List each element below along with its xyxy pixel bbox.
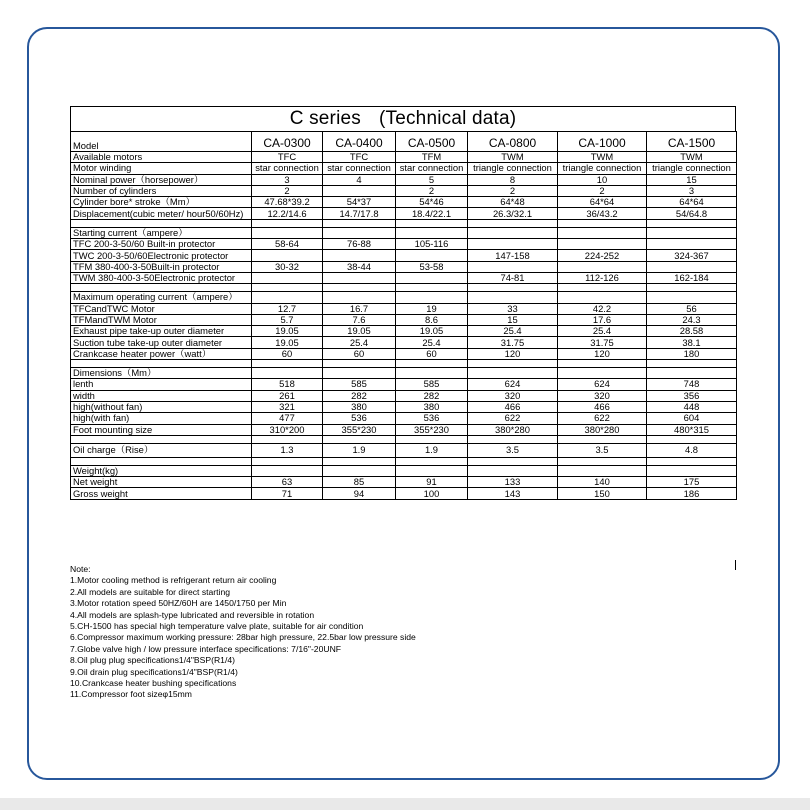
row-label: Suction tube take-up outer diameter: [71, 337, 252, 348]
value-cell: [323, 292, 396, 303]
value-cell: 477: [252, 413, 323, 424]
value-cell: 356: [647, 390, 737, 401]
row-label: Maximum operating current（ampere）: [71, 292, 252, 303]
row-label: TFM 380-400-3-50Built-in protector: [71, 261, 252, 272]
table-title: [70, 106, 736, 131]
value-cell: triangle connection: [468, 163, 558, 174]
value-cell: [468, 261, 558, 272]
row-label: Oil charge（Rise）: [71, 443, 252, 457]
value-cell: 536: [323, 413, 396, 424]
notes-section: [70, 564, 736, 701]
value-cell: 19: [396, 303, 468, 314]
value-cell: [647, 368, 737, 379]
empty-cell: [558, 435, 647, 443]
value-cell: 355*230: [396, 424, 468, 435]
model-header: CA-1000: [558, 132, 647, 152]
empty-cell: [71, 435, 252, 443]
model-header: CA-1500: [647, 132, 737, 152]
empty-cell: [396, 457, 468, 465]
model-header: CA-0500: [396, 132, 468, 152]
value-cell: 64*48: [468, 197, 558, 208]
value-cell: 54/64.8: [647, 208, 737, 219]
value-cell: 8: [468, 174, 558, 185]
value-cell: [323, 368, 396, 379]
value-cell: 28.58: [647, 326, 737, 337]
row-label: Starting current（ampere）: [71, 227, 252, 238]
empty-cell: [647, 284, 737, 292]
value-cell: 60: [252, 348, 323, 359]
table-edge-line: [735, 560, 736, 570]
value-cell: 60: [323, 348, 396, 359]
value-cell: 74-81: [468, 272, 558, 283]
value-cell: [323, 227, 396, 238]
empty-cell: [647, 457, 737, 465]
value-cell: TWM: [468, 152, 558, 163]
value-cell: 261: [252, 390, 323, 401]
value-cell: 60: [396, 348, 468, 359]
value-cell: [647, 292, 737, 303]
spacer-row: [71, 435, 737, 443]
value-cell: 536: [396, 413, 468, 424]
row-label: Dimensions（Mm）: [71, 368, 252, 379]
value-cell: [252, 272, 323, 283]
value-cell: [252, 250, 323, 261]
value-cell: 76-88: [323, 239, 396, 250]
empty-cell: [558, 284, 647, 292]
value-cell: 3.5: [468, 443, 558, 457]
empty-cell: [252, 360, 323, 368]
table-row: [71, 477, 737, 488]
row-label: TWC 200-3-50/60Electronic protector: [71, 250, 252, 261]
table-row: [71, 239, 737, 250]
row-label: Nominal power（horsepower）: [71, 174, 252, 185]
empty-cell: [323, 435, 396, 443]
empty-cell: [71, 457, 252, 465]
value-cell: 63: [252, 477, 323, 488]
row-label: Cylinder bore* stroke（Mm）: [71, 197, 252, 208]
table-row: [71, 368, 737, 379]
value-cell: 324-367: [647, 250, 737, 261]
value-cell: 64*64: [558, 197, 647, 208]
value-cell: 3.5: [558, 443, 647, 457]
value-cell: 26.3/32.1: [468, 208, 558, 219]
value-cell: 3: [252, 174, 323, 185]
row-label: high(without fan): [71, 401, 252, 412]
value-cell: [468, 292, 558, 303]
value-cell: 133: [468, 477, 558, 488]
value-cell: 310*200: [252, 424, 323, 435]
value-cell: [323, 250, 396, 261]
note-item: 3.Motor rotation speed 50HZ/60H are 1450/1750 per Min: [70, 598, 287, 609]
technical-data-table: [70, 131, 737, 500]
value-cell: 5: [396, 174, 468, 185]
note-item: 5.CH-1500 has special high temperature valve plate, suitable for air condition: [70, 621, 364, 632]
value-cell: 19.05: [252, 337, 323, 348]
note-item: 9.Oil drain plug specifications1/4"BSP(R1/4): [70, 666, 238, 677]
value-cell: 480*315: [647, 424, 737, 435]
value-cell: [558, 227, 647, 238]
value-cell: [396, 250, 468, 261]
value-cell: star connection: [323, 163, 396, 174]
value-cell: [252, 465, 323, 476]
empty-cell: [468, 360, 558, 368]
table-row: [71, 185, 737, 196]
table-row: [71, 250, 737, 261]
value-cell: 175: [647, 477, 737, 488]
value-cell: 56: [647, 303, 737, 314]
value-cell: 54*37: [323, 197, 396, 208]
value-cell: 19.05: [252, 326, 323, 337]
value-cell: 42.2: [558, 303, 647, 314]
value-cell: 24.3: [647, 314, 737, 325]
empty-cell: [468, 284, 558, 292]
row-label: TFCandTWC Motor: [71, 303, 252, 314]
value-cell: [558, 239, 647, 250]
note-item: 10.Crankcase heater bushing specifications: [70, 678, 237, 689]
value-cell: star connection: [396, 163, 468, 174]
empty-cell: [558, 219, 647, 227]
value-cell: 380: [396, 401, 468, 412]
value-cell: 100: [396, 488, 468, 499]
note-item: 6.Compressor maximum working pressure: 28bar high pressure, 22.5bar low pressure side: [70, 632, 416, 643]
row-label: Available motors: [71, 152, 252, 163]
empty-cell: [468, 219, 558, 227]
value-cell: [252, 292, 323, 303]
value-cell: 120: [468, 348, 558, 359]
value-cell: 25.4: [323, 337, 396, 348]
value-cell: 120: [558, 348, 647, 359]
value-cell: 4: [323, 174, 396, 185]
value-cell: 2: [396, 185, 468, 196]
empty-cell: [647, 360, 737, 368]
table-row: [71, 163, 737, 174]
value-cell: [252, 368, 323, 379]
value-cell: 604: [647, 413, 737, 424]
value-cell: TFM: [396, 152, 468, 163]
value-cell: 624: [468, 379, 558, 390]
value-cell: [647, 239, 737, 250]
table-row: [71, 152, 737, 163]
value-cell: 321: [252, 401, 323, 412]
value-cell: [558, 465, 647, 476]
table-row: [71, 208, 737, 219]
empty-cell: [558, 360, 647, 368]
value-cell: 748: [647, 379, 737, 390]
note-item: 1.Motor cooling method is refrigerant return air cooling: [70, 575, 277, 586]
value-cell: TFC: [323, 152, 396, 163]
row-label: Gross weight: [71, 488, 252, 499]
value-cell: 71: [252, 488, 323, 499]
value-cell: 622: [558, 413, 647, 424]
table-row: [71, 390, 737, 401]
value-cell: [323, 185, 396, 196]
value-cell: triangle connection: [647, 163, 737, 174]
table-title-series: C series: [289, 108, 361, 129]
table-row: [71, 348, 737, 359]
value-cell: TWM: [558, 152, 647, 163]
value-cell: 150: [558, 488, 647, 499]
value-cell: 380: [323, 401, 396, 412]
table-row: [71, 465, 737, 476]
table-row: [71, 227, 737, 238]
table-row: [71, 337, 737, 348]
value-cell: [468, 239, 558, 250]
row-label: Crankcase heater power（watt）: [71, 348, 252, 359]
table-row: [71, 326, 737, 337]
empty-cell: [71, 360, 252, 368]
spacer-row: [71, 219, 737, 227]
value-cell: [647, 465, 737, 476]
table-row: [71, 401, 737, 412]
technical-data-table-container: [70, 106, 736, 500]
value-cell: 180: [647, 348, 737, 359]
value-cell: 112-126: [558, 272, 647, 283]
value-cell: 30-32: [252, 261, 323, 272]
value-cell: 2: [558, 185, 647, 196]
value-cell: [558, 261, 647, 272]
table-row: [71, 413, 737, 424]
value-cell: 36/43.2: [558, 208, 647, 219]
model-header: CA-0400: [323, 132, 396, 152]
spacer-row: [71, 284, 737, 292]
table-row: [71, 443, 737, 457]
empty-cell: [558, 457, 647, 465]
value-cell: 53-58: [396, 261, 468, 272]
empty-cell: [252, 435, 323, 443]
model-header: CA-0800: [468, 132, 558, 152]
value-cell: 91: [396, 477, 468, 488]
value-cell: 140: [558, 477, 647, 488]
notes-list: [70, 575, 736, 700]
value-cell: 15: [647, 174, 737, 185]
value-cell: 38-44: [323, 261, 396, 272]
table-row: [71, 303, 737, 314]
spacer-row: [71, 457, 737, 465]
value-cell: 16.7: [323, 303, 396, 314]
value-cell: 355*230: [323, 424, 396, 435]
value-cell: [396, 465, 468, 476]
value-cell: 320: [558, 390, 647, 401]
value-cell: [323, 465, 396, 476]
header-label: Model: [71, 132, 252, 152]
value-cell: 2: [468, 185, 558, 196]
table-row: [71, 272, 737, 283]
value-cell: TFC: [252, 152, 323, 163]
value-cell: 8.6: [396, 314, 468, 325]
value-cell: [468, 465, 558, 476]
value-cell: [468, 227, 558, 238]
empty-cell: [396, 284, 468, 292]
row-label: TFC 200-3-50/60 Built-in protector: [71, 239, 252, 250]
value-cell: 7.6: [323, 314, 396, 325]
value-cell: [396, 272, 468, 283]
notes-heading: Note:: [70, 564, 91, 574]
value-cell: 4.8: [647, 443, 737, 457]
empty-cell: [468, 457, 558, 465]
value-cell: 466: [468, 401, 558, 412]
value-cell: 25.4: [396, 337, 468, 348]
row-label: Displacement(cubic meter/ hour50/60Hz): [71, 208, 252, 219]
value-cell: 224-252: [558, 250, 647, 261]
empty-cell: [323, 457, 396, 465]
row-label: TFMandTWM Motor: [71, 314, 252, 325]
row-label: Foot mounting size: [71, 424, 252, 435]
value-cell: 3: [647, 185, 737, 196]
value-cell: 25.4: [558, 326, 647, 337]
value-cell: 14.7/17.8: [323, 208, 396, 219]
empty-cell: [323, 360, 396, 368]
note-item: 4.All models are splash-type lubricated and reversible in rotation: [70, 609, 315, 620]
table-row: [71, 261, 737, 272]
value-cell: 448: [647, 401, 737, 412]
value-cell: 186: [647, 488, 737, 499]
value-cell: 58-64: [252, 239, 323, 250]
empty-cell: [468, 435, 558, 443]
value-cell: 12.2/14.6: [252, 208, 323, 219]
empty-cell: [647, 219, 737, 227]
value-cell: [647, 227, 737, 238]
value-cell: 380*280: [468, 424, 558, 435]
value-cell: [252, 227, 323, 238]
value-cell: 17.6: [558, 314, 647, 325]
value-cell: 1.9: [396, 443, 468, 457]
value-cell: 143: [468, 488, 558, 499]
value-cell: [558, 368, 647, 379]
value-cell: 18.4/22.1: [396, 208, 468, 219]
value-cell: 1.9: [323, 443, 396, 457]
empty-cell: [396, 435, 468, 443]
value-cell: [396, 292, 468, 303]
value-cell: 31.75: [468, 337, 558, 348]
value-cell: 320: [468, 390, 558, 401]
value-cell: 12.7: [252, 303, 323, 314]
value-cell: 282: [396, 390, 468, 401]
value-cell: [647, 261, 737, 272]
table-row: [71, 174, 737, 185]
value-cell: 31.75: [558, 337, 647, 348]
value-cell: 10: [558, 174, 647, 185]
value-cell: 5.7: [252, 314, 323, 325]
value-cell: [396, 368, 468, 379]
value-cell: 15: [468, 314, 558, 325]
empty-cell: [323, 219, 396, 227]
value-cell: 466: [558, 401, 647, 412]
table-row: [71, 488, 737, 499]
table-row: [71, 292, 737, 303]
note-item: 7.Globe valve high / low pressure interface specifications: 7/16"-20UNF: [70, 643, 342, 654]
table-row: [71, 197, 737, 208]
value-cell: 380*280: [558, 424, 647, 435]
value-cell: 25.4: [468, 326, 558, 337]
value-cell: [468, 368, 558, 379]
note-item: 2.All models are suitable for direct starting: [70, 586, 231, 597]
table-body: [71, 132, 737, 500]
value-cell: 624: [558, 379, 647, 390]
value-cell: 282: [323, 390, 396, 401]
value-cell: 54*46: [396, 197, 468, 208]
table-title-subtitle: (Technical data): [378, 108, 517, 129]
row-label: Net weight: [71, 477, 252, 488]
row-label: Number of cylinders: [71, 185, 252, 196]
value-cell: 94: [323, 488, 396, 499]
value-cell: 2: [252, 185, 323, 196]
value-cell: 19.05: [396, 326, 468, 337]
value-cell: 64*64: [647, 197, 737, 208]
value-cell: 585: [323, 379, 396, 390]
table-row: [71, 314, 737, 325]
value-cell: 47.68*39.2: [252, 197, 323, 208]
value-cell: [396, 227, 468, 238]
bottom-strip: [0, 798, 810, 810]
empty-cell: [252, 219, 323, 227]
row-label: Weight(kg): [71, 465, 252, 476]
row-label: Exhaust pipe take-up outer diameter: [71, 326, 252, 337]
note-item: 8.Oil plug plug specifications1/4"BSP(R1/4): [70, 655, 235, 666]
empty-cell: [396, 360, 468, 368]
value-cell: [323, 272, 396, 283]
value-cell: 518: [252, 379, 323, 390]
row-label: width: [71, 390, 252, 401]
row-label: high(with fan): [71, 413, 252, 424]
row-label: TWM 380-400-3-50Electronic protector: [71, 272, 252, 283]
empty-cell: [252, 284, 323, 292]
value-cell: 622: [468, 413, 558, 424]
value-cell: 19.05: [323, 326, 396, 337]
value-cell: 147-158: [468, 250, 558, 261]
row-label: lenth: [71, 379, 252, 390]
value-cell: TWM: [647, 152, 737, 163]
value-cell: 162-184: [647, 272, 737, 283]
value-cell: 585: [396, 379, 468, 390]
table-header-row: [71, 132, 737, 152]
value-cell: star connection: [252, 163, 323, 174]
value-cell: 38.1: [647, 337, 737, 348]
value-cell: 105-116: [396, 239, 468, 250]
value-cell: 85: [323, 477, 396, 488]
empty-cell: [647, 435, 737, 443]
note-item: 11.Compressor foot sizeφ15mm: [70, 689, 192, 700]
empty-cell: [252, 457, 323, 465]
table-row: [71, 379, 737, 390]
empty-cell: [71, 219, 252, 227]
table-row: [71, 424, 737, 435]
value-cell: 33: [468, 303, 558, 314]
empty-cell: [396, 219, 468, 227]
empty-cell: [71, 284, 252, 292]
value-cell: [558, 292, 647, 303]
model-header: CA-0300: [252, 132, 323, 152]
value-cell: triangle connection: [558, 163, 647, 174]
row-label: Motor winding: [71, 163, 252, 174]
empty-cell: [323, 284, 396, 292]
spacer-row: [71, 360, 737, 368]
value-cell: 1.3: [252, 443, 323, 457]
